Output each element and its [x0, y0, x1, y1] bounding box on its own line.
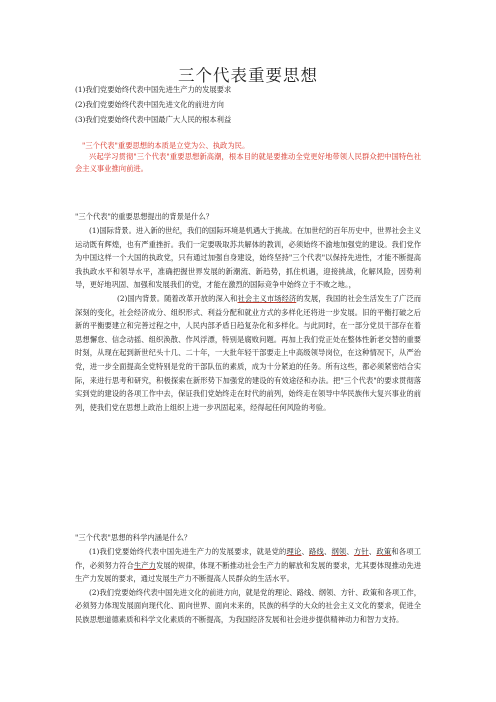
page-title: 三个代表重要思想	[178, 66, 318, 85]
section2-body	[75, 545, 421, 627]
section2-heading: "三个代表"思想的科学内涵是什么？	[75, 533, 192, 542]
section2-paragraph-2: (2)我们党要始终代表中国先进文化的前进方向，就是党的理论、路线、纲领、方针、政策和各项工作，必须努力体现发展面向现代化、面向世界、面向未来的，民族的科学的大众的社会主义文化的要求，促进全民族思想道德素质和科学文化素质的不断提高，为我国经济发展和社会进步提供精神动力和智力支持。	[75, 587, 421, 624]
list-item-2: (2)我们党要始终代表中国先进文化的前进方向	[75, 100, 224, 109]
list-item-3: (3)我们党要始终代表中国最广大人民的根本利益	[75, 115, 232, 124]
section2-paragraph-1: (1)我们党要始终代表中国先进生产力的发展要求，就是党的理论、路线、纲领、方针、政策和各项工作，必须努力符合生产力发展的规律，体现不断推动社会生产力的解放和发展的要求，尤其要体现推动先进生产力发展的要求，通过发展生产力不断提高人民群众的生活水平。	[75, 547, 422, 584]
link-theory[interactable]: 理论	[286, 547, 302, 556]
link-socialist-market-economy[interactable]: 社会主义市场经济	[237, 293, 297, 303]
link-guideline[interactable]: 方针	[353, 547, 369, 556]
section1-heading: "三个代表"的重要思想提出的背景是什么？	[75, 212, 214, 221]
section1-paragraph-1: (1)国际背景。进入新的世纪，我们的国际环境是机遇大于挑战。在加世纪的百年历史中，世界社会主义运动既有辉煌，也有严重挫折。我们一定要吸取苏共解体的教训，必须始终不渝地加强党的建设。我们党作为中国这样一个大国的执政党，只有通过加强自身建设，始终坚持"三个代表"以保持先进性，才能不断提高我执政水平和领导水平，准确把握世界发展的新潮流、新趋势，抓住机遇，迎接挑战，化解风险，因势利导，更好地巩固、加强和发展我们的党，才能在激烈的国际竞争中始终立于不败之地。，	[75, 226, 421, 290]
link-policy[interactable]: 政策	[376, 547, 392, 556]
red-summary-line: "三个代表"重要思想的本质是立党为公、执政为民。	[82, 141, 250, 150]
red-summary-paragraph: 兴起学习贯彻"三个代表"重要思想新高潮，根本目的就是要推动全党更好地带领人民群众把中国特色社会主义事业推向前进。	[75, 152, 421, 173]
section1-body	[75, 224, 421, 414]
link-program[interactable]: 纲领	[331, 547, 347, 556]
link-productivity[interactable]: 生产力	[133, 560, 156, 570]
list-item-1: (1)我们党要始终代表中国先进生产力的发展要求	[75, 85, 232, 94]
link-line[interactable]: 路线	[308, 547, 324, 556]
section1-paragraph-2: (2)国内背景。随着改革开放的深入和社会主义市场经济的发展，我国的社会生活发生了广泛而深刻的变化，社会经济成分、组织形式、利益分配和就业方式的多样化还将进一步发展。旧的平衡打破之后新的平衡要建立和完善过程之中，人民内部矛盾日趋复杂化和多样化。与此同时，在一部分党员干部存在着思想懈怠、信念动摇、组织涣散、作风浮漂，特别是腐败问题。再加上我们党正处在整体性新老交替的重要时刻，从现在起到新世纪头十几、二十年，一大批年轻干部要走上中高级领导岗位，在这种情况下，从严治党，进一步全面提高全党特别是党的干部队伍的素质，成为十分紧迫的任务。所有这些，都必须紧密结合实际，来进行思考和研究，积极探索在新形势下加强党的建设的有效途径和办法。把"三个代表"的要求贯彻落实到党的建设的各项工作中去，保证我们党始终走在时代的前列，始终走在领导中华民族伟大复兴事业的前列，使我们党在思想上政治上组织上进一步巩固起来，经得起任何风险的考验。	[75, 293, 422, 412]
